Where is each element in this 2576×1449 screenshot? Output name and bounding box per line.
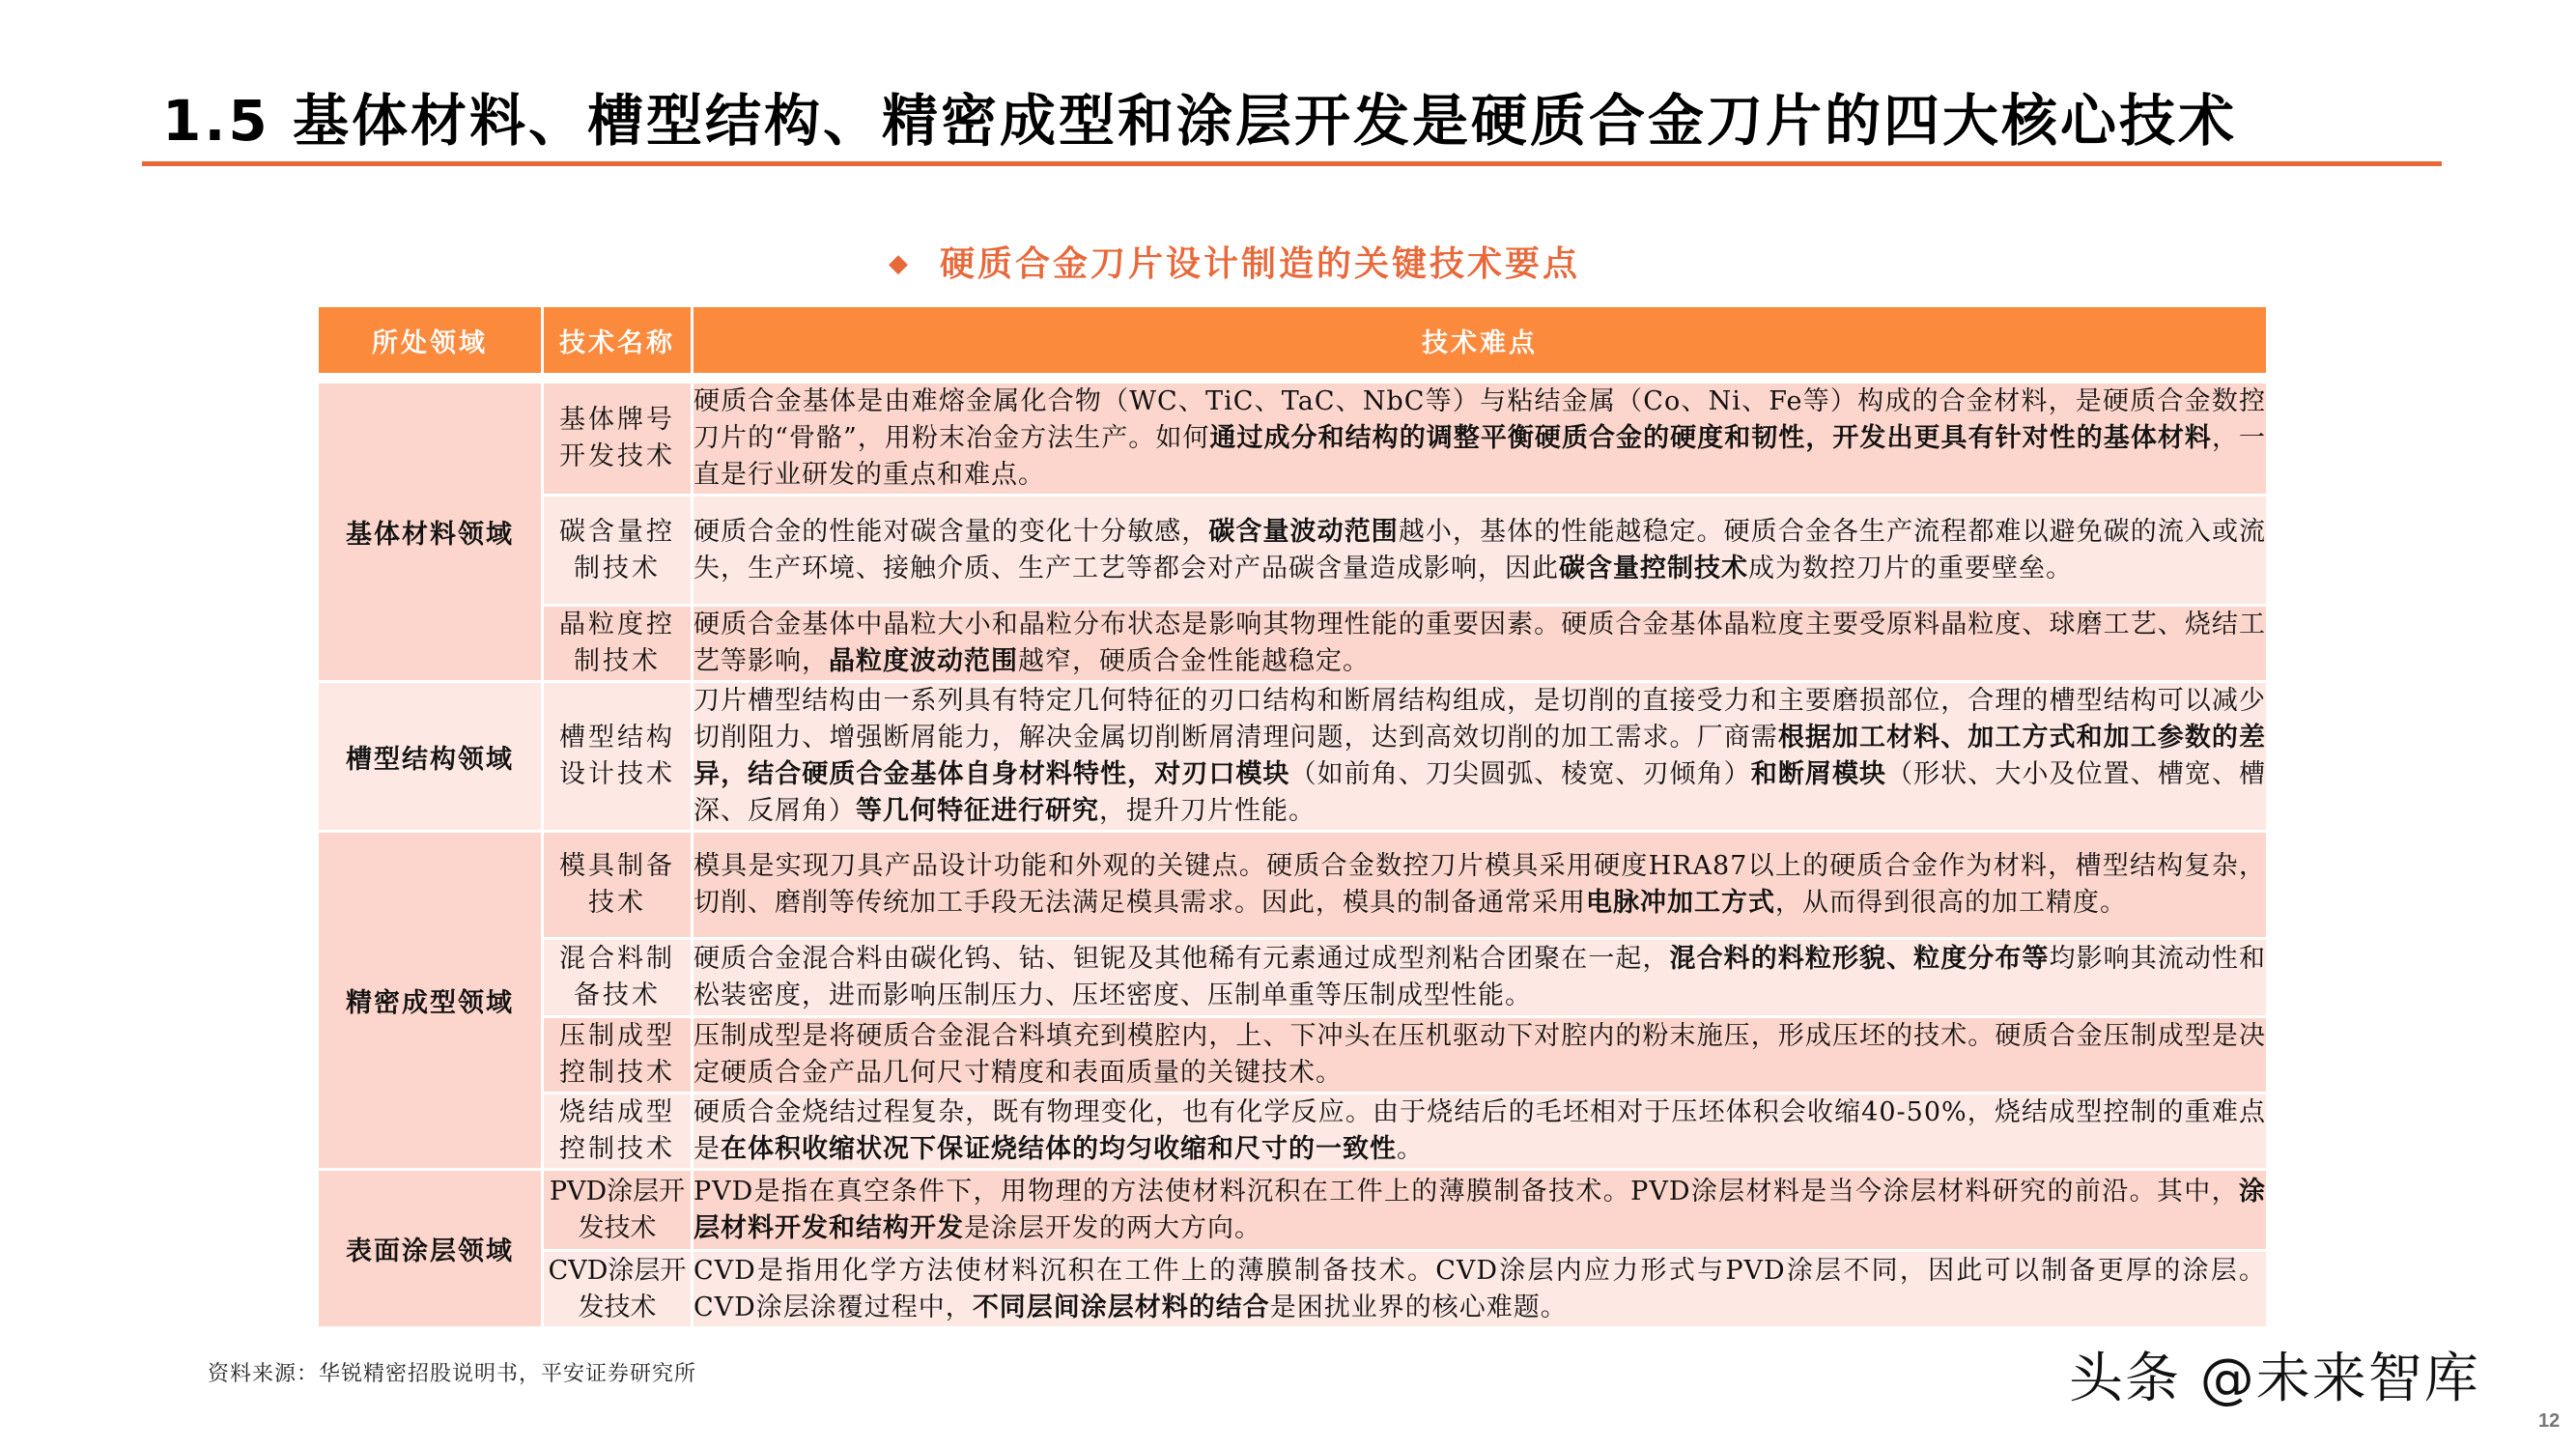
body-text: （如前角、刀尖圆弧、棱宽、刃倾角） <box>1289 759 1751 789</box>
domain-cell-forming: 精密成型领域 <box>319 833 544 1171</box>
watermark: 头条 @未来智库 <box>2069 1348 2480 1410</box>
tech-difficulty-cell <box>694 940 2266 1018</box>
emphasis-text: 碳含量波动范围 <box>1208 516 1399 547</box>
emphasis-text: 和断屑模块 <box>1750 759 1887 789</box>
diamond-bullet-icon: ◆ <box>889 249 911 278</box>
body-text: 模具是实现刀具产品设计功能和外观的关键点。硬质合金数控刀片模具采用硬度HRA87以上的硬质合金作为材料，槽型结构复杂，切削、磨削等传统加工手段无法满足模具需求。因此，模具的制备通常采用 <box>694 851 2266 918</box>
tech-name-cell: 压制成型 控制技术 <box>544 1018 694 1094</box>
table-caption-text: 硬质合金刀片设计制造的关键技术要点 <box>940 244 1581 284</box>
body-text: 硬质合金混合料由碳化钨、钴、钽铌及其他稀有元素通过成型剂粘合团聚在一起， <box>694 944 1670 974</box>
table-row <box>319 833 2266 940</box>
tech-name-cell: PVD涂层开 发技术 <box>544 1171 694 1252</box>
tech-difficulty-cell <box>694 497 2266 607</box>
tech-difficulty-cell <box>694 1252 2266 1329</box>
table-caption <box>889 237 1580 286</box>
emphasis-text: 涂层材料开发和结构开发 <box>694 1176 2266 1243</box>
tech-name-cell: 混合料制 备技术 <box>544 940 694 1018</box>
body-text: 硬质合金基体是由难熔金属化合物（WC、TiC、TaC、NbC等）与粘结金属（Co、Ni、Fe等）构成的合金材料，是硬质合金数控刀片的“骨骼”，用粉末冶金方法生产。如何 <box>694 386 2266 453</box>
emphasis-text: 通过成分和结构的调整平衡硬质合金的硬度和韧性，开发出更具有针对性的基体材料 <box>1209 423 2212 453</box>
emphasis-text: 不同层间涂层材料的结合 <box>972 1292 1270 1322</box>
body-text: CVD是指用化学方法使材料沉积在工件上的薄膜制备技术。CVD涂层内应力形式与PVD涂层不同，因此可以制备更厚的涂层。CVD涂层涂覆过程中， <box>694 1255 2266 1322</box>
body-text: 是困扰业界的核心难题。 <box>1269 1292 1568 1322</box>
body-text: ，提升刀片性能。 <box>1099 796 1316 826</box>
emphasis-text: 晶粒度波动范围 <box>829 646 1018 676</box>
table-row <box>319 940 2266 1018</box>
tech-difficulty-cell <box>694 1094 2266 1171</box>
tech-name-cell: 模具制备 技术 <box>544 833 694 940</box>
page-title: 1.5 基体材料、槽型结构、精密成型和涂层开发是硬质合金刀片的四大核心技术 <box>162 88 2237 154</box>
body-text: PVD是指在真空条件下，用物理的方法使材料沉积在工件上的薄膜制备技术。PVD涂层材料是当今涂层材料研究的前沿。其中， <box>694 1176 2239 1207</box>
body-text: 。 <box>1397 1134 1424 1164</box>
source-note: 资料来源：华锐精密招股说明书，平安证券研究所 <box>208 1362 697 1386</box>
tech-name-cell: 烧结成型 控制技术 <box>544 1094 694 1171</box>
table-row <box>319 1171 2266 1252</box>
table-row <box>319 384 2266 497</box>
body-text: （形状、大小及位置、槽宽、槽深、反屑角） <box>694 759 2267 826</box>
table-row <box>319 1094 2266 1171</box>
table-row <box>319 683 2266 833</box>
body-text: 越窄，硬质合金性能越稳定。 <box>1018 646 1370 676</box>
table-header-row <box>319 307 2266 373</box>
domain-cell-substrate: 基体材料领域 <box>319 384 544 683</box>
body-text: ，从而得到很高的加工精度。 <box>1775 888 2127 918</box>
body-text: 均影响其流动性和松装密度，进而影响压制压力、压坯密度、压制单重等压制成型性能。 <box>694 944 2267 1010</box>
tech-difficulty-cell <box>694 683 2266 833</box>
header-tech-name: 技术名称 <box>544 307 694 373</box>
title-divider <box>142 161 2442 166</box>
body-text: 硬质合金烧结过程复杂，既有物理变化，也有化学反应。由于烧结后的毛坯相对于压坯体积会收缩40-50%，烧结成型控制的重难点是 <box>694 1097 2266 1164</box>
page-number: 12 <box>2538 1410 2561 1432</box>
tech-name-cell: 槽型结构 设计技术 <box>544 683 694 833</box>
header-difficulty: 技术难点 <box>694 307 2266 373</box>
table-row <box>319 1018 2266 1094</box>
tech-difficulty-cell <box>694 1018 2266 1094</box>
table-row <box>319 1252 2266 1329</box>
body-text: 刀片槽型结构由一系列具有特定几何特征的刃口结构和断屑结构组成，是切削的直接受力和主要磨损部位，合理的槽型结构可以减少切削阻力、增强断屑能力，解决金属切削断屑清理问题，达到高效切削的加工需求。厂商需 <box>694 686 2266 753</box>
emphasis-text: 碳含量控制技术 <box>1559 553 1748 583</box>
emphasis-text: 在体积收缩状况下保证烧结体的均匀收缩和尺寸的一致性 <box>721 1134 1397 1164</box>
domain-cell-groove: 槽型结构领域 <box>319 683 544 833</box>
table-row <box>319 497 2266 607</box>
key-technology-table <box>319 307 2266 1329</box>
tech-name-cell: 基体牌号 开发技术 <box>544 384 694 497</box>
tech-difficulty-cell <box>694 607 2266 683</box>
emphasis-text: 根据加工材料、加工方式和加工参数的差异，结合硬质合金基体自身材料特性，对刃口模块 <box>694 723 2267 789</box>
tech-difficulty-cell <box>694 384 2266 497</box>
emphasis-text: 等几何特征进行研究 <box>856 796 1099 826</box>
emphasis-text: 电脉冲加工方式 <box>1586 888 1775 918</box>
tech-difficulty-cell <box>694 1171 2266 1252</box>
body-text: 越小，基体的性能越稳定。硬质合金各生产流程都难以避免碳的流入或流失，生产环境、接触介质、生产工艺等都会对产品碳含量造成影响，因此 <box>694 516 2267 583</box>
header-domain: 所处领域 <box>319 307 544 373</box>
tech-name-cell: CVD涂层开 发技术 <box>544 1252 694 1329</box>
body-text: 成为数控刀片的重要壁垒。 <box>1748 553 2073 583</box>
table-row <box>319 607 2266 683</box>
domain-cell-coating: 表面涂层领域 <box>319 1171 544 1329</box>
body-text: 硬质合金的性能对碳含量的变化十分敏感， <box>694 516 1209 547</box>
body-text: 是涂层开发的两大方向。 <box>964 1212 1261 1243</box>
body-text: 硬质合金基体中晶粒大小和晶粒分布状态是影响其物理性能的重要因素。硬质合金基体晶粒度主要受原料晶粒度、球磨工艺、烧结工艺等影响， <box>694 610 2266 676</box>
tech-difficulty-cell <box>694 833 2266 940</box>
tech-name-cell: 碳含量控 制技术 <box>544 497 694 607</box>
body-text: ，一直是行业研发的重点和难点。 <box>694 423 2267 490</box>
emphasis-text: 混合料的料粒形貌、粒度分布等 <box>1669 944 2050 974</box>
body-text: 压制成型是将硬质合金混合料填充到模腔内，上、下冲头在压机驱动下对腔内的粉末施压，形成压坯的技术。硬质合金压制成型是决定硬质合金产品几何尺寸精度和表面质量的关键技术。 <box>694 1021 2266 1088</box>
tech-name-cell: 晶粒度控 制技术 <box>544 607 694 683</box>
